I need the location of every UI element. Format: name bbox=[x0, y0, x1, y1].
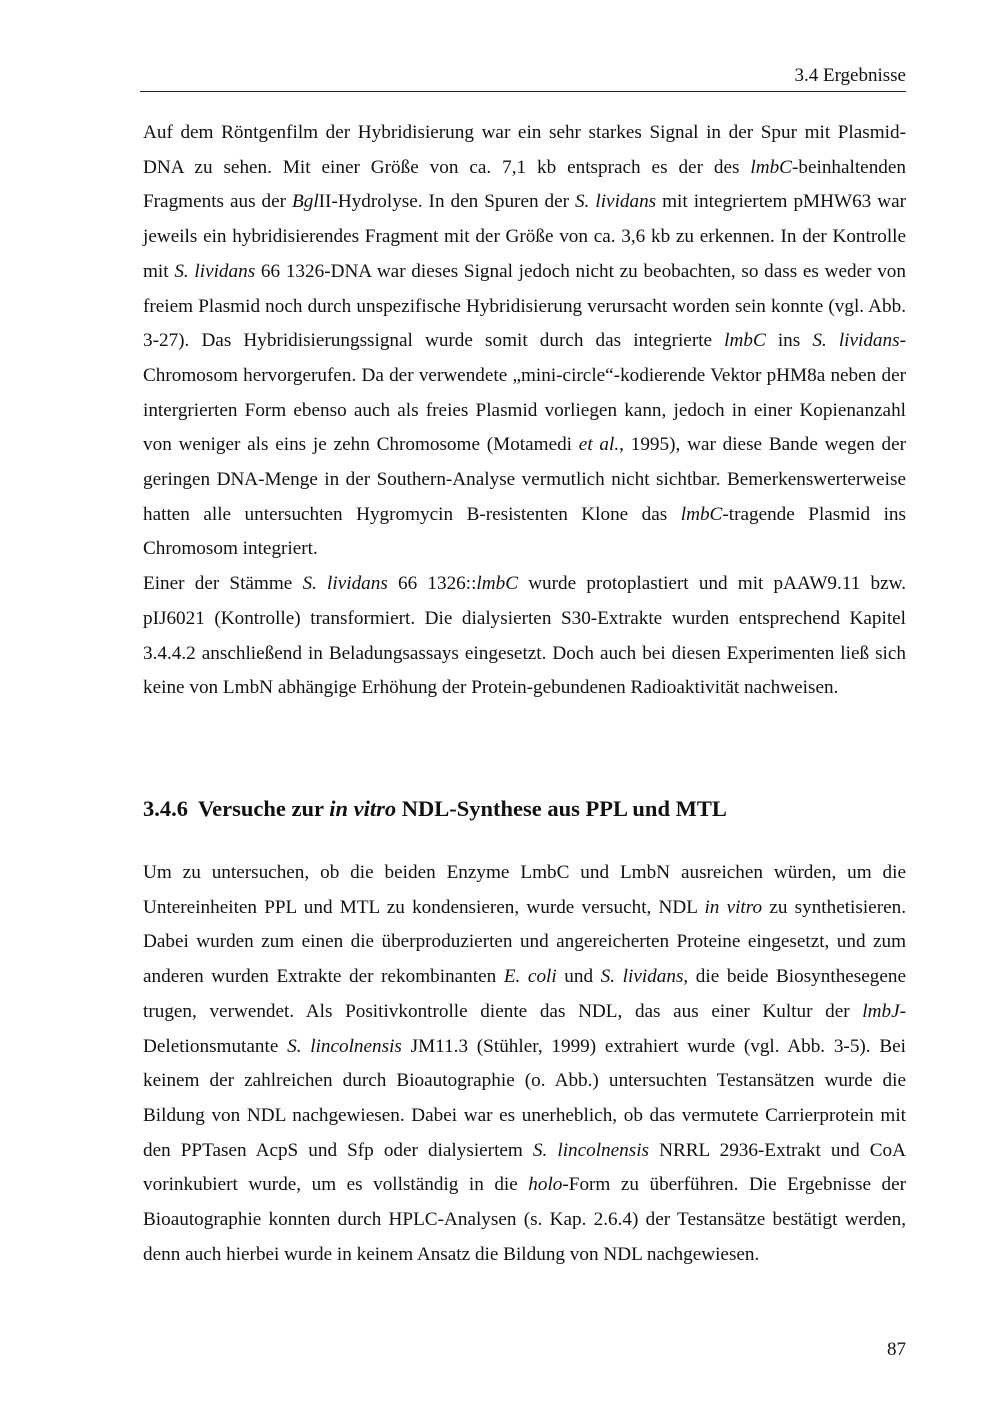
italic-text: Bgl bbox=[292, 191, 319, 213]
text-run: , die beide Biosynthesegene trugen, verwendet. Als Positivkontrolle diente das NDL, das aus einer Kultur der bbox=[143, 966, 907, 1022]
text-run: NDL-Synthese aus PPL und MTL bbox=[396, 796, 727, 821]
italic-text: in vitro bbox=[704, 896, 763, 918]
text-run: -Chromosom hervorgerufen. Da der verwendete „mini-circle“-kodierende Vektor pHM8a neben der intergrierten Form ebenso auch als freies Plasmid vorliegen kann, jedoch in einer Kopienanzahl von weniger als eins je zehn Chromosome (Motamedi bbox=[143, 330, 906, 456]
text-run: Auf dem Röntgenfilm der Hybridisierung war ein sehr starkes Signal in der Spur mit Plasmid-DNA zu sehen. Mit einer Größe von ca. 7,1 kb entsprach es der des bbox=[143, 122, 906, 178]
paragraph-p3 bbox=[143, 856, 906, 1272]
italic-text: S. lividans bbox=[302, 573, 388, 595]
text-run: , 1995), war diese Bande wegen der geringen DNA-Menge in der Southern-Analyse vermutlich nicht sichtbar. Bemerkenswerterweise hatten alle untersuchten Hygromycin B-resistenten Klone das bbox=[143, 434, 906, 525]
text-run: -Form zu überführen. Die Ergebnisse der Bioautographie konnten durch HPLC-Analysen (s. Kap. 2.6.4) der Testansätze bestätigt werden, denn auch hierbei wurde in keinem Ansatz die Bildung von NDL nachgewiesen. bbox=[143, 1174, 906, 1265]
text-run: und bbox=[556, 966, 601, 988]
page-number: 87 bbox=[887, 1339, 906, 1360]
text-run: -beinhaltenden Fragments aus der bbox=[143, 156, 906, 213]
text-run: Versuche zur bbox=[198, 796, 330, 821]
text-run: 66 1326-DNA war dieses Signal jedoch nicht zu beobachten, so dass es weder von freiem Plasmid noch durch unspezifische Hybridisierung verursacht worden sein konnte (vgl. Abb. 3-27). Das Hybridisierungssignal wurde somit durch das integrierte bbox=[143, 260, 906, 352]
italic-text: lmbC bbox=[680, 503, 723, 525]
section-heading bbox=[143, 790, 906, 828]
italic-text: S. lividans bbox=[600, 966, 684, 988]
italic-text: E. coli bbox=[503, 966, 557, 988]
text-run: ins bbox=[765, 330, 813, 352]
paragraph-p2 bbox=[143, 567, 906, 706]
italic-text: S. lividans bbox=[575, 191, 657, 213]
text-run: JM11.3 (Stühler, 1999) extrahiert wurde (vgl. Abb. 3-5). Bei keinem der zahlreichen durch Bioautographie (o. Abb.) untersuchten Testansätzen wurde die Bildung von NDL nachgewiesen. Dabei war es unerheblich, ob das vermutete Carrierprotein mit den PPTasen AcpS und Sfp oder dialysiertem bbox=[143, 1035, 906, 1161]
italic-text: S. lincolnensis bbox=[532, 1139, 650, 1161]
text-run: wurde protoplastiert und mit pAAW9.11 bzw. pIJ6021 (Kontrolle) transformiert. Die dialysierten S30-Extrakte wurden entsprechend Kapitel 3.4.4.2 anschließend in Beladungsassays eingesetzt. Doch auch bei diesen Experimenten ließ sich keine von LmbN abhängige Erhöhung der Protein-gebundenen Radioaktivität nachweisen. bbox=[143, 573, 906, 699]
italic-text: lmbC bbox=[476, 573, 519, 595]
text-run: mit integriertem pMHW63 war jeweils ein hybridisierendes Fragment mit der Größe von ca. 3,6 kb zu erkennen. In der Kontrolle mit bbox=[143, 191, 906, 282]
italic-text: S. lividans bbox=[812, 330, 900, 352]
header-section-title: 3.4 Ergebnisse bbox=[794, 65, 906, 86]
italic-text: S. lincolnensis bbox=[287, 1035, 402, 1057]
section-number: 3.4.6 bbox=[143, 796, 188, 821]
italic-text: lmbJ bbox=[862, 1000, 900, 1022]
text-run: II-Hydrolyse. In den Spuren der bbox=[318, 191, 576, 213]
section-title bbox=[198, 796, 727, 821]
italic-text: S. lividans bbox=[174, 260, 256, 282]
text-run: NRRL 2936-Extrakt und CoA vorinkubiert wurde, um es vollständig in die bbox=[143, 1139, 907, 1196]
italic-text: lmbC bbox=[724, 330, 766, 352]
italic-text: holo bbox=[528, 1174, 563, 1196]
text-block-bottom bbox=[143, 856, 906, 1272]
running-header bbox=[140, 64, 906, 92]
text-run: 66 1326:: bbox=[387, 573, 477, 595]
text-run: -tragende Plasmid ins Chromosom integriert. bbox=[143, 503, 906, 560]
text-run: Um zu untersuchen, ob die beiden Enzyme LmbC und LmbN ausreichen würden, um die Untereinheiten PPL und MTL zu kondensieren, wurde versucht, NDL bbox=[143, 862, 906, 918]
italic-text: lmbC bbox=[750, 156, 792, 178]
italic-text: et al. bbox=[578, 434, 620, 456]
text-run: Einer der Stämme bbox=[143, 573, 303, 595]
italic-text: in vitro bbox=[329, 796, 397, 821]
text-block-top bbox=[143, 116, 906, 706]
paragraph-p1 bbox=[143, 116, 906, 567]
text-run: -Deletionsmutante bbox=[143, 1000, 906, 1057]
text-run: zu synthetisieren. Dabei wurden zum einen die überproduzierten und angereicherten Proteine eingesetzt, und zum anderen wurden Extrakte der rekombinanten bbox=[143, 896, 906, 988]
